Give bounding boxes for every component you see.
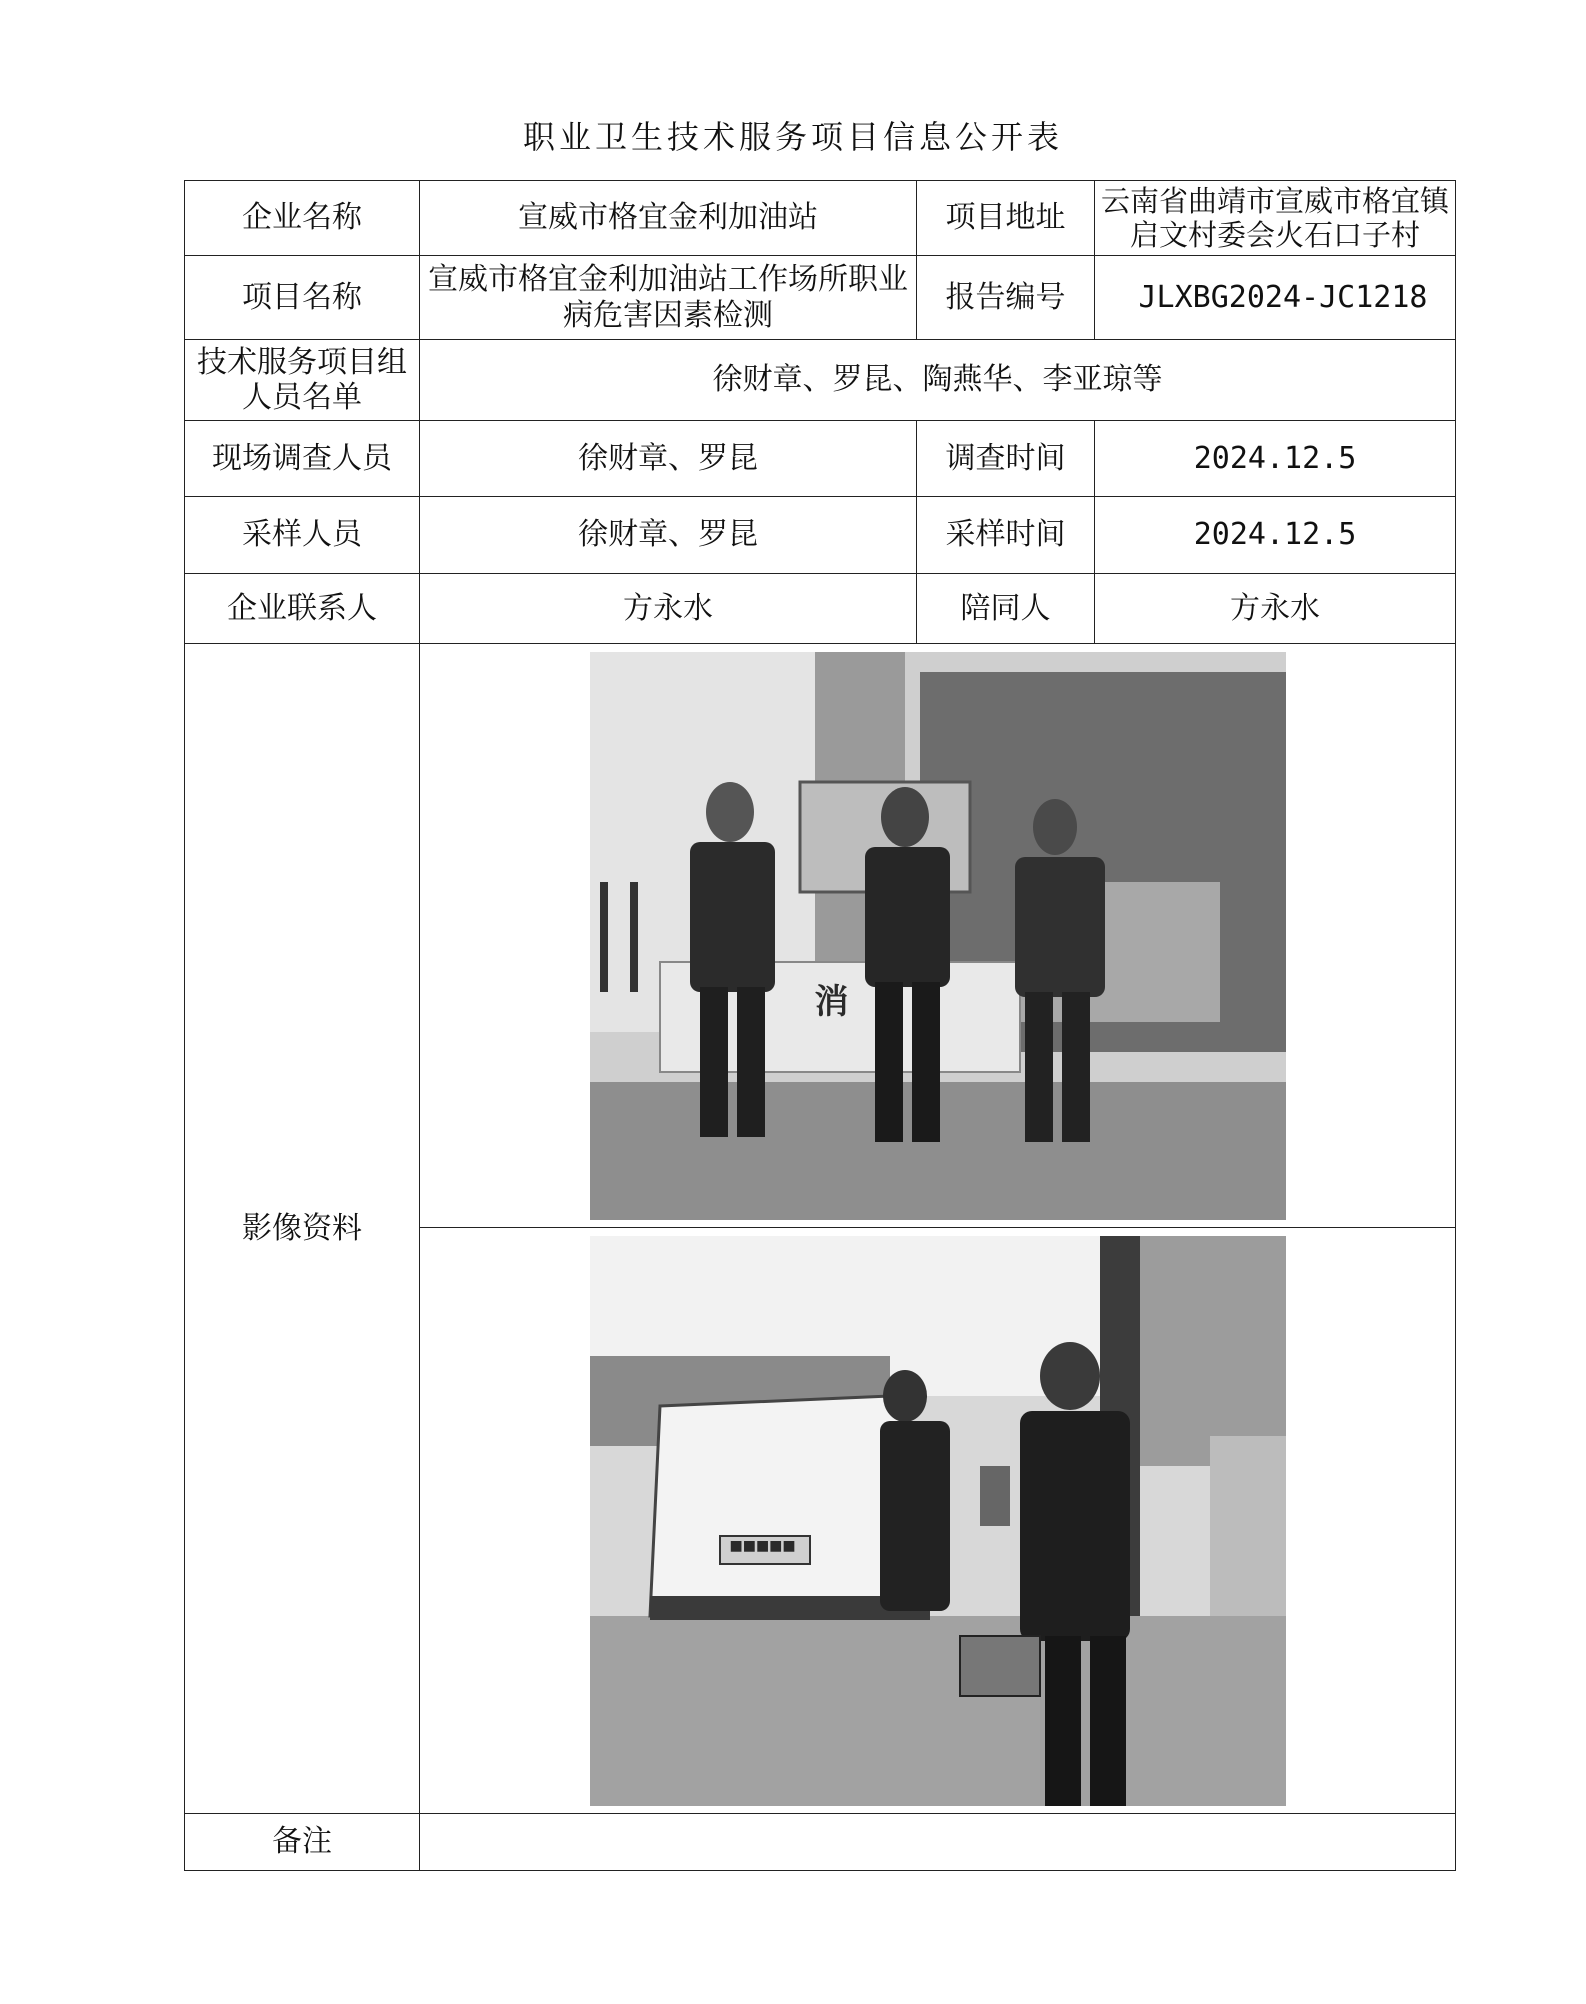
sampling-time-value: 2024.12.5 — [1095, 497, 1456, 574]
escort-label: 陪同人 — [917, 574, 1095, 644]
report-value: JLXBG2024-JC1218 — [1095, 256, 1456, 340]
team-value: 徐财章、罗昆、陶燕华、李亚琼等 — [420, 340, 1456, 421]
sampling-staff-label: 采样人员 — [185, 497, 420, 574]
company-label: 企业名称 — [185, 181, 420, 256]
project-label: 项目名称 — [185, 256, 420, 340]
table-row-project — [185, 256, 1456, 340]
site-photo-staff-group-graphic — [590, 652, 1286, 1220]
photo-cell-2 — [420, 1228, 1456, 1814]
sampling-time-label: 采样时间 — [917, 497, 1095, 574]
table-row-sampling — [185, 497, 1456, 574]
remarks-label: 备注 — [185, 1814, 420, 1871]
address-label: 项目地址 — [917, 181, 1095, 256]
table-row-photo-1 — [185, 644, 1456, 1228]
images-label: 影像资料 — [185, 644, 420, 1814]
table-row-company — [185, 181, 1456, 256]
photo-sign-text: 消 — [814, 981, 849, 1022]
site-photo-staff-group — [590, 652, 1286, 1220]
site-photo-sampling — [590, 1236, 1286, 1806]
contact-label: 企业联系人 — [185, 574, 420, 644]
team-label: 技术服务项目组人员名单 — [185, 340, 420, 421]
table-row-remarks — [185, 1814, 1456, 1871]
photo-plate-text: ■■■■■ — [729, 1537, 796, 1554]
survey-staff-value: 徐财章、罗昆 — [420, 421, 917, 497]
survey-staff-label: 现场调查人员 — [185, 421, 420, 497]
site-photo-sampling-graphic — [590, 1236, 1286, 1806]
remarks-value — [420, 1814, 1456, 1871]
company-value: 宣威市格宜金利加油站 — [420, 181, 917, 256]
contact-value: 方永水 — [420, 574, 917, 644]
sampling-staff-value: 徐财章、罗昆 — [420, 497, 917, 574]
report-label: 报告编号 — [917, 256, 1095, 340]
address-value: 云南省曲靖市宣威市格宜镇启文村委会火石口子村 — [1095, 181, 1456, 256]
survey-time-label: 调查时间 — [917, 421, 1095, 497]
project-value: 宣威市格宜金利加油站工作场所职业病危害因素检测 — [420, 256, 917, 340]
escort-value: 方永水 — [1095, 574, 1456, 644]
page-title: 职业卫生技术服务项目信息公开表 — [522, 118, 1063, 156]
table-row-survey — [185, 421, 1456, 497]
survey-time-value: 2024.12.5 — [1095, 421, 1456, 497]
info-table — [184, 180, 1456, 1871]
table-row-contact — [185, 574, 1456, 644]
photo-cell-1 — [420, 644, 1456, 1228]
table-row-team — [185, 340, 1456, 421]
